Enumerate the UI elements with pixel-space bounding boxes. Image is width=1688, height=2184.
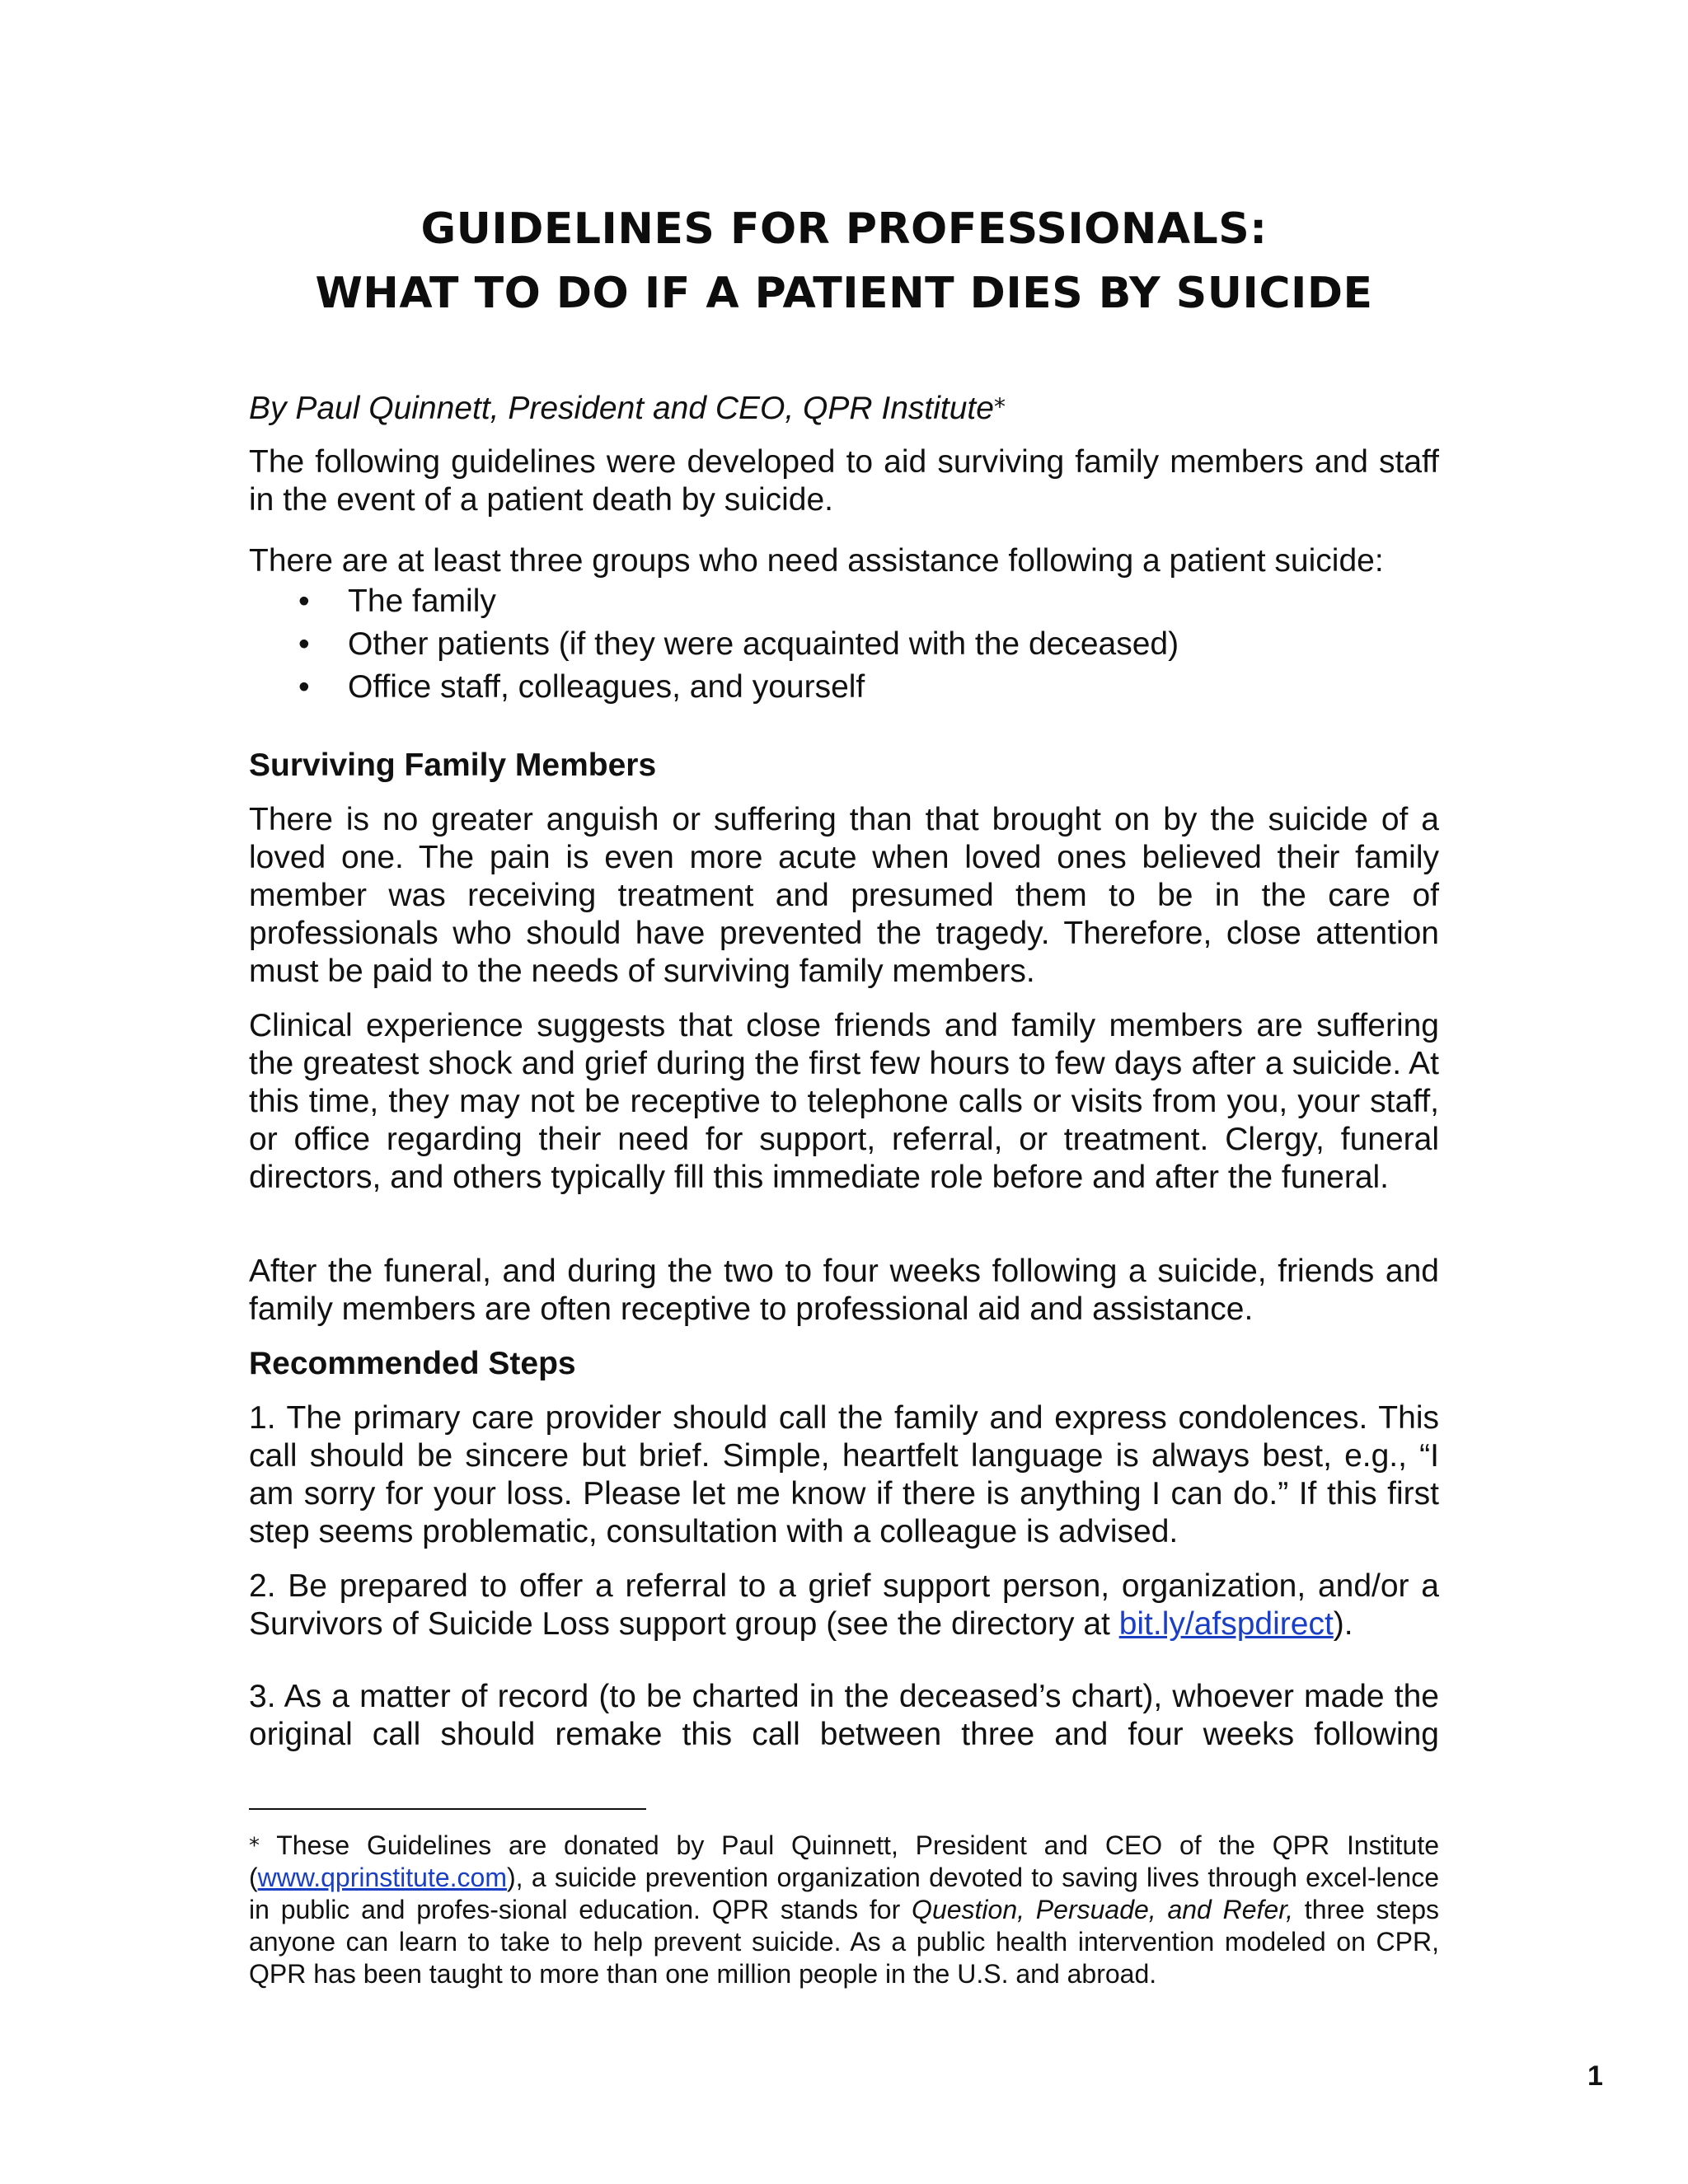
footnote-marker: ⁎ <box>249 1826 260 1851</box>
step-3-block <box>249 1678 1439 1754</box>
steps-section-heading: Recommended Steps <box>249 1346 576 1381</box>
intro-paragraph: The following guidelines were developed to aid surviving family members and staff in the event of a patient death by suicide. <box>249 444 1439 518</box>
step-1-paragraph: 1. The primary care provider should call the family and express condolences. This call should be sincere but brief. Simple, heartfelt language is always best, e.g., “I am sorry for your loss. Please let me know if there is anything I can do.” If this first step seems problematic, consultation with a colleague is advised. <box>249 1400 1439 1549</box>
step-2-text: 2. Be prepared to offer a referral to a grief support person, organization, and/or a Survivors of Suicide Loss support group (see the directory at <box>249 1568 1439 1642</box>
list-item-text: The family <box>348 583 496 619</box>
list-item-text: Office staff, colleagues, and yourself <box>348 669 865 705</box>
byline <box>249 381 1439 428</box>
document-title-line-1: GUIDELINES FOR PROFESSIONALS: <box>420 204 1268 254</box>
document-title-line-2: WHAT TO DO IF A PATIENT DIES BY SUICIDE <box>315 269 1373 318</box>
byline-text: By Paul Quinnett, President and CEO, QPR Institute <box>249 391 994 426</box>
list-item <box>249 580 1439 623</box>
footnote-text: These Guidelines are donated by Paul Quinnett, President and CEO of the QPR Institute ( <box>249 1830 1439 1892</box>
groups-section <box>249 542 1439 709</box>
steps-heading-block <box>249 1345 1439 1383</box>
bullet-icon: • <box>298 669 310 705</box>
step-3-paragraph: 3. As a matter of record (to be charted in the deceased’s chart), whoever made the original call should remake this call between three and four weeks following <box>249 1679 1439 1752</box>
footnote <box>249 1823 1439 1990</box>
step-2-text-end: ). <box>1333 1606 1353 1642</box>
list-item-text: Other patients (if they were acquainted with the deceased) <box>348 626 1179 662</box>
afsp-directory-link[interactable]: bit.ly/afspdirect <box>1118 1606 1334 1642</box>
byline-footnote-marker: ⁎ <box>993 387 1006 412</box>
step-2-paragraph <box>249 1568 1439 1643</box>
family-paragraph-2-block <box>249 1007 1439 1197</box>
page-number: 1 <box>1587 2060 1603 2092</box>
step-1-block <box>249 1399 1439 1551</box>
intro-section <box>249 443 1439 519</box>
family-paragraph-2: Clinical experience suggests that close friends and family members are suffering the greatest shock and grief during the first few hours to few days after a suicide. At this time, they may not be receptive to telephone calls or visits from you, your staff, or office regarding their need for support, referral, or treatment. Clergy, funeral directors, and others typically fill this immediate role before and after the funeral. <box>249 1008 1439 1195</box>
family-section-heading-block <box>249 747 1439 785</box>
footnote-emphasis: Question, Persuade, and Refer, <box>912 1895 1294 1924</box>
family-paragraph-3-block <box>249 1253 1439 1329</box>
bullet-icon: • <box>298 583 310 619</box>
footnote-text: ), a suicide prevention organization devoted to saving lives through excel-lence in public and profes-sional education. QPR stands for <box>249 1863 1439 1924</box>
family-paragraph-1-block <box>249 801 1439 991</box>
list-item <box>249 666 1439 709</box>
qpr-institute-link[interactable]: www.qprinstitute.com <box>257 1863 507 1892</box>
step-2-block <box>249 1568 1439 1643</box>
groups-intro-paragraph: There are at least three groups who need assistance following a patient suicide: <box>249 543 1384 579</box>
groups-bullet-list <box>249 580 1439 709</box>
list-item <box>249 623 1439 666</box>
family-paragraph-1: There is no greater anguish or suffering than that brought on by the suicide of a loved one. The pain is even more acute when loved ones believed their family member was receiving treatment and presumed them to be in the care of professionals who should have prevented the tragedy. Therefore, close attention must be paid to the needs of surviving family members. <box>249 802 1439 989</box>
footnote-divider <box>249 1808 646 1810</box>
footnote-text: three steps anyone can learn to take to help prevent suicide. As a public health intervention modeled on CPR, QPR has been taught to more than one million people in the U.S. and abroad. <box>249 1895 1440 1989</box>
family-paragraph-3: After the funeral, and during the two to four weeks following a suicide, friends and family members are often receptive to professional aid and assistance. <box>249 1254 1439 1327</box>
bullet-icon: • <box>298 626 310 662</box>
family-section-heading: Surviving Family Members <box>249 748 657 783</box>
